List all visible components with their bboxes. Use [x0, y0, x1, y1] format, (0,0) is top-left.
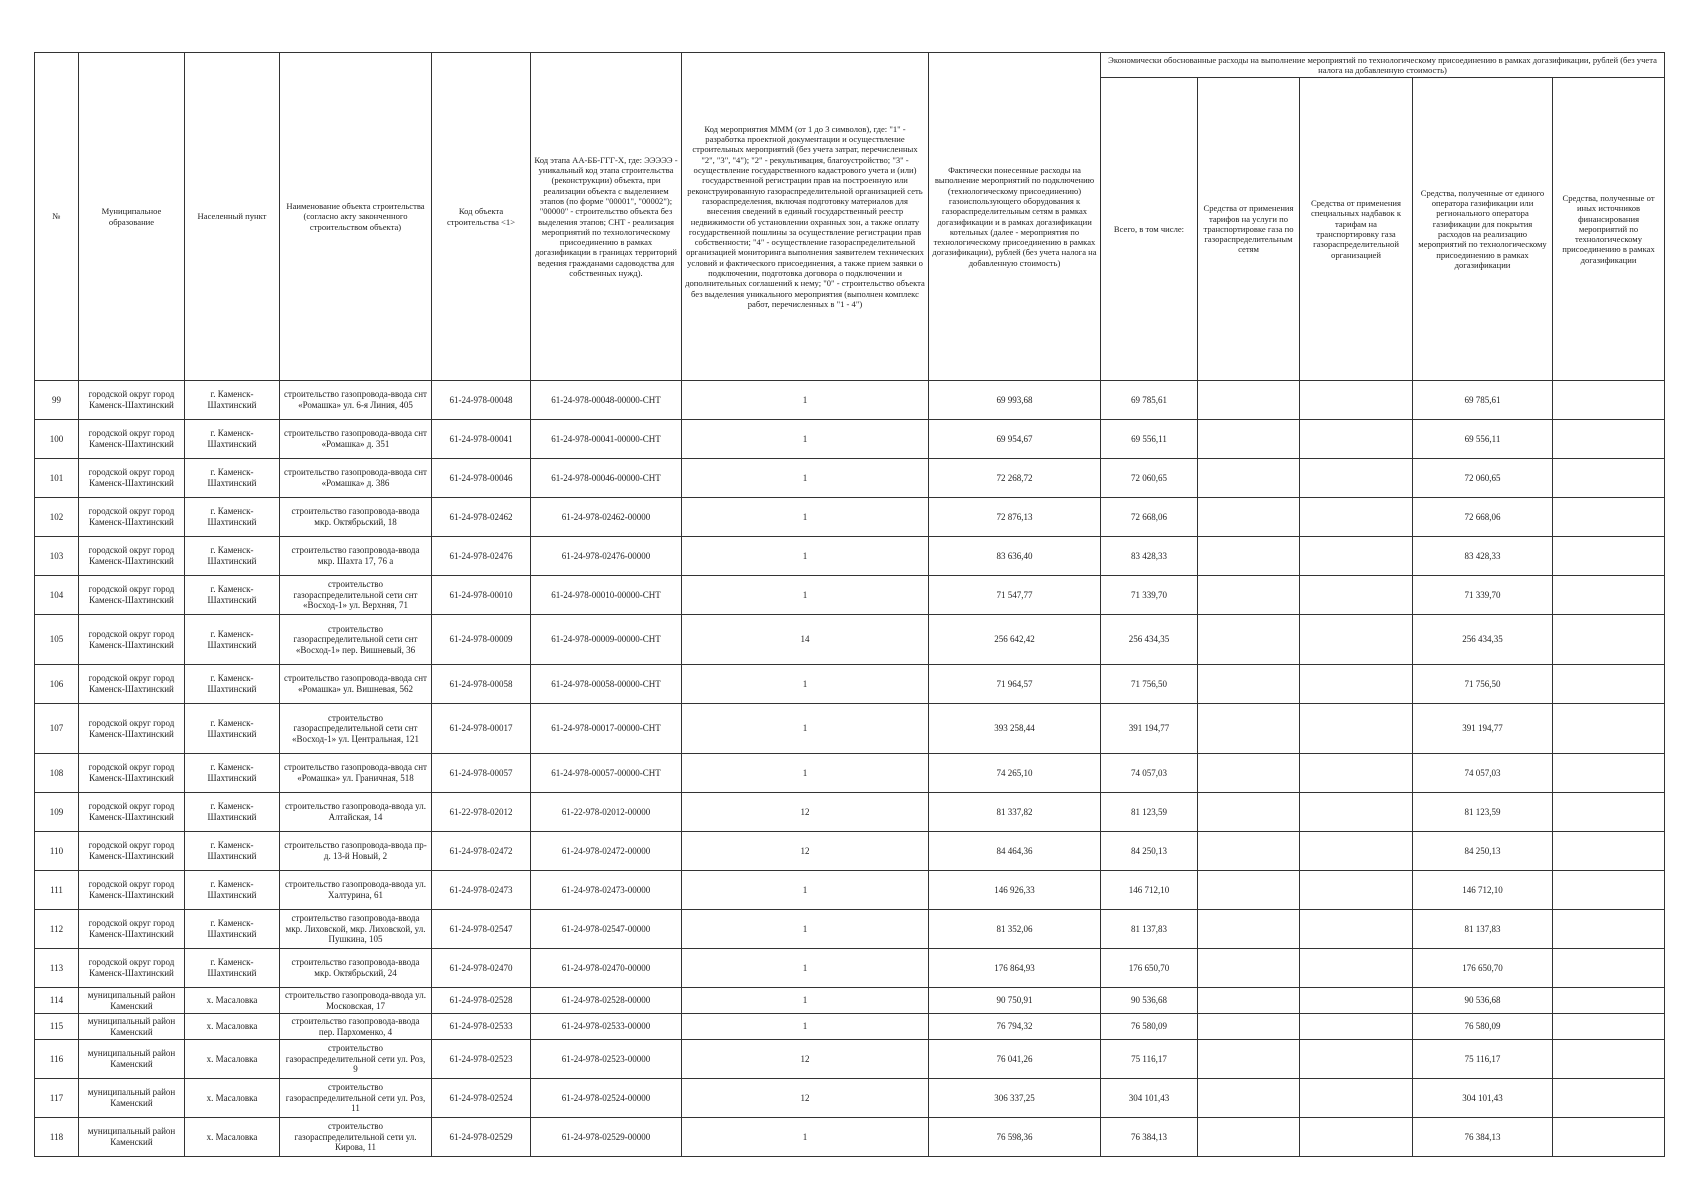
- row-stage-code: 61-24-978-02533-00000: [531, 1014, 682, 1040]
- row-stage-code: 61-24-978-02524-00000: [531, 1079, 682, 1118]
- row-total: 69 785,61: [1101, 381, 1198, 420]
- row-stage-code: 61-24-978-00058-00000-СНТ: [531, 665, 682, 704]
- row-surcharges: [1300, 459, 1413, 498]
- row-actual-costs: 306 337,25: [929, 1079, 1101, 1118]
- row-other-sources: [1553, 665, 1665, 704]
- row-object-code: 61-22-978-02012: [432, 793, 531, 832]
- row-operator-funds: 90 536,68: [1413, 988, 1553, 1014]
- table-row: [35, 576, 1665, 615]
- row-operator-funds: 74 057,03: [1413, 754, 1553, 793]
- row-other-sources: [1553, 537, 1665, 576]
- row-object-name: строительство газопровода-ввода снт «Ромашка» ул. 6-я Линия, 405: [280, 381, 432, 420]
- row-object-name: строительство газопровода-ввода мкр. Октябрьский, 24: [280, 949, 432, 988]
- table-row: [35, 1040, 1665, 1079]
- table-row: [35, 704, 1665, 754]
- row-event-code: 1: [682, 537, 929, 576]
- row-surcharges: [1300, 665, 1413, 704]
- row-tariffs: [1198, 871, 1300, 910]
- row-number: 102: [35, 498, 79, 537]
- row-operator-funds: 76 384,13: [1413, 1118, 1553, 1157]
- row-other-sources: [1553, 381, 1665, 420]
- row-stage-code: 61-24-978-02528-00000: [531, 988, 682, 1014]
- row-stage-code: 61-24-978-02472-00000: [531, 832, 682, 871]
- row-stage-code: 61-24-978-02523-00000: [531, 1040, 682, 1079]
- row-event-code: 14: [682, 615, 929, 665]
- row-object-code: 61-24-978-02476: [432, 537, 531, 576]
- row-tariffs: [1198, 498, 1300, 537]
- row-surcharges: [1300, 537, 1413, 576]
- document-page: [34, 52, 1665, 1157]
- row-municipality: городской округ город Каменск-Шахтинский: [79, 754, 185, 793]
- table-row: [35, 793, 1665, 832]
- row-total: 71 756,50: [1101, 665, 1198, 704]
- row-tariffs: [1198, 381, 1300, 420]
- row-total: 146 712,10: [1101, 871, 1198, 910]
- row-actual-costs: 81 337,82: [929, 793, 1101, 832]
- row-stage-code: 61-24-978-02547-00000: [531, 910, 682, 949]
- row-object-code: 61-24-978-00048: [432, 381, 531, 420]
- row-stage-code: 61-24-978-00046-00000-СНТ: [531, 459, 682, 498]
- row-object-name: строительство газопровода-ввода снт «Ромашка» ул. Граничная, 518: [280, 754, 432, 793]
- row-stage-code: 61-24-978-02476-00000: [531, 537, 682, 576]
- row-other-sources: [1553, 910, 1665, 949]
- row-object-code: 61-24-978-02528: [432, 988, 531, 1014]
- row-number: 99: [35, 381, 79, 420]
- row-surcharges: [1300, 576, 1413, 615]
- row-total: 74 057,03: [1101, 754, 1198, 793]
- table-row: [35, 754, 1665, 793]
- row-other-sources: [1553, 420, 1665, 459]
- row-total: 75 116,17: [1101, 1040, 1198, 1079]
- table-row: [35, 910, 1665, 949]
- row-surcharges: [1300, 832, 1413, 871]
- row-surcharges: [1300, 381, 1413, 420]
- row-object-code: 61-24-978-00058: [432, 665, 531, 704]
- row-municipality: городской округ город Каменск-Шахтинский: [79, 498, 185, 537]
- row-event-code: 1: [682, 420, 929, 459]
- row-number: 118: [35, 1118, 79, 1157]
- row-number: 101: [35, 459, 79, 498]
- row-settlement: г. Каменск-Шахтинский: [185, 381, 280, 420]
- row-other-sources: [1553, 754, 1665, 793]
- row-object-name: строительство газопровода-ввода ул. Алтайская, 14: [280, 793, 432, 832]
- row-other-sources: [1553, 793, 1665, 832]
- row-tariffs: [1198, 576, 1300, 615]
- row-event-code: 1: [682, 949, 929, 988]
- header-settlement: Населенный пункт: [185, 53, 280, 381]
- row-number: 108: [35, 754, 79, 793]
- row-object-code: 61-24-978-00041: [432, 420, 531, 459]
- row-tariffs: [1198, 615, 1300, 665]
- row-other-sources: [1553, 704, 1665, 754]
- row-number: 113: [35, 949, 79, 988]
- row-object-name: строительство газопровода-ввода снт «Ромашка» д. 351: [280, 420, 432, 459]
- row-surcharges: [1300, 498, 1413, 537]
- row-operator-funds: 72 668,06: [1413, 498, 1553, 537]
- row-municipality: городской округ город Каменск-Шахтинский: [79, 910, 185, 949]
- row-total: 256 434,35: [1101, 615, 1198, 665]
- row-object-name: строительство газораспределительной сети снт «Восход-1» пер. Вишневый, 36: [280, 615, 432, 665]
- row-operator-funds: 76 580,09: [1413, 1014, 1553, 1040]
- row-actual-costs: 69 954,67: [929, 420, 1101, 459]
- row-total: 391 194,77: [1101, 704, 1198, 754]
- row-actual-costs: 72 268,72: [929, 459, 1101, 498]
- row-tariffs: [1198, 832, 1300, 871]
- row-other-sources: [1553, 498, 1665, 537]
- row-settlement: г. Каменск-Шахтинский: [185, 615, 280, 665]
- row-municipality: муниципальный район Каменский: [79, 1014, 185, 1040]
- row-number: 104: [35, 576, 79, 615]
- row-number: 107: [35, 704, 79, 754]
- row-other-sources: [1553, 576, 1665, 615]
- row-tariffs: [1198, 1079, 1300, 1118]
- row-operator-funds: 176 650,70: [1413, 949, 1553, 988]
- table-row: [35, 498, 1665, 537]
- row-tariffs: [1198, 988, 1300, 1014]
- row-event-code: 1: [682, 665, 929, 704]
- row-actual-costs: 81 352,06: [929, 910, 1101, 949]
- row-total: 90 536,68: [1101, 988, 1198, 1014]
- row-municipality: городской округ город Каменск-Шахтинский: [79, 793, 185, 832]
- row-number: 117: [35, 1079, 79, 1118]
- row-tariffs: [1198, 910, 1300, 949]
- header-actual-costs: Фактически понесенные расходы на выполнение мероприятий по подключению (технологическому присоединению) газоиспользующего оборудования к газораспределительным сетям в рамках догазификации и в рамках догазификации котельных (далее - мероприятия по технологическому присоединению в рамках догазификации), рублей (без учета налога на добавленную стоимость): [929, 53, 1101, 381]
- row-operator-funds: 69 785,61: [1413, 381, 1553, 420]
- row-tariffs: [1198, 420, 1300, 459]
- row-settlement: г. Каменск-Шахтинский: [185, 498, 280, 537]
- row-settlement: х. Масаловка: [185, 1014, 280, 1040]
- header-object-name: Наименование объекта строительства (согласно акту законченного строительством объекта): [280, 53, 432, 381]
- row-actual-costs: 76 041,26: [929, 1040, 1101, 1079]
- table-row: [35, 949, 1665, 988]
- row-total: 76 384,13: [1101, 1118, 1198, 1157]
- row-settlement: г. Каменск-Шахтинский: [185, 537, 280, 576]
- row-settlement: г. Каменск-Шахтинский: [185, 754, 280, 793]
- row-municipality: городской округ город Каменск-Шахтинский: [79, 459, 185, 498]
- row-event-code: 1: [682, 910, 929, 949]
- row-surcharges: [1300, 420, 1413, 459]
- row-surcharges: [1300, 1079, 1413, 1118]
- row-stage-code: 61-24-978-02473-00000: [531, 871, 682, 910]
- row-total: 76 580,09: [1101, 1014, 1198, 1040]
- row-object-name: строительство газопровода-ввода пр-д. 13-й Новый, 2: [280, 832, 432, 871]
- row-municipality: городской округ город Каменск-Шахтинский: [79, 665, 185, 704]
- row-other-sources: [1553, 832, 1665, 871]
- table-row: [35, 871, 1665, 910]
- row-other-sources: [1553, 871, 1665, 910]
- row-operator-funds: 81 137,83: [1413, 910, 1553, 949]
- row-total: 81 137,83: [1101, 910, 1198, 949]
- header-total: Всего, в том числе:: [1101, 78, 1198, 381]
- row-surcharges: [1300, 615, 1413, 665]
- row-number: 109: [35, 793, 79, 832]
- row-other-sources: [1553, 988, 1665, 1014]
- row-operator-funds: 146 712,10: [1413, 871, 1553, 910]
- row-object-code: 61-24-978-00010: [432, 576, 531, 615]
- row-municipality: городской округ город Каменск-Шахтинский: [79, 871, 185, 910]
- row-actual-costs: 84 464,36: [929, 832, 1101, 871]
- row-object-code: 61-24-978-02472: [432, 832, 531, 871]
- row-number: 106: [35, 665, 79, 704]
- row-surcharges: [1300, 988, 1413, 1014]
- row-operator-funds: 391 194,77: [1413, 704, 1553, 754]
- row-number: 110: [35, 832, 79, 871]
- row-operator-funds: 71 756,50: [1413, 665, 1553, 704]
- row-tariffs: [1198, 1040, 1300, 1079]
- row-tariffs: [1198, 949, 1300, 988]
- header-other-sources: Средства, полученные от иных источников финансирования мероприятий по технологическому присоединению в рамках догазификации: [1553, 78, 1665, 381]
- header-tariffs: Средства от применения тарифов на услуги по транспортировке газа по газораспределительным сетям: [1198, 78, 1300, 381]
- row-actual-costs: 393 258,44: [929, 704, 1101, 754]
- row-event-code: 1: [682, 1014, 929, 1040]
- row-settlement: х. Масаловка: [185, 1118, 280, 1157]
- row-settlement: г. Каменск-Шахтинский: [185, 665, 280, 704]
- row-stage-code: 61-24-978-00010-00000-СНТ: [531, 576, 682, 615]
- row-object-name: строительство газопровода-ввода ул. Московская, 17: [280, 988, 432, 1014]
- row-other-sources: [1553, 1040, 1665, 1079]
- row-event-code: 12: [682, 1040, 929, 1079]
- row-total: 304 101,43: [1101, 1079, 1198, 1118]
- row-settlement: х. Масаловка: [185, 1040, 280, 1079]
- row-municipality: городской округ город Каменск-Шахтинский: [79, 576, 185, 615]
- row-tariffs: [1198, 459, 1300, 498]
- row-object-code: 61-24-978-02524: [432, 1079, 531, 1118]
- row-surcharges: [1300, 1118, 1413, 1157]
- row-municipality: муниципальный район Каменский: [79, 988, 185, 1014]
- row-municipality: городской округ город Каменск-Шахтинский: [79, 949, 185, 988]
- row-surcharges: [1300, 871, 1413, 910]
- row-tariffs: [1198, 1014, 1300, 1040]
- row-event-code: 1: [682, 988, 929, 1014]
- row-operator-funds: 304 101,43: [1413, 1079, 1553, 1118]
- row-surcharges: [1300, 910, 1413, 949]
- row-actual-costs: 76 794,32: [929, 1014, 1101, 1040]
- row-total: 176 650,70: [1101, 949, 1198, 988]
- header-operator-funds: Средства, полученные от единого оператора газификации или регионального оператора газификации для покрытия расходов на реализацию мероприятий по технологическому присоединению в рамках догазификации: [1413, 78, 1553, 381]
- row-tariffs: [1198, 754, 1300, 793]
- row-settlement: г. Каменск-Шахтинский: [185, 793, 280, 832]
- row-tariffs: [1198, 1118, 1300, 1157]
- row-event-code: 1: [682, 1118, 929, 1157]
- row-object-name: строительство газораспределительной сети снт «Восход-1» ул. Верхняя, 71: [280, 576, 432, 615]
- header-economic-group: Экономически обоснованные расходы на выполнение мероприятий по технологическому присоединению в рамках догазификации, рублей (без учета налога на добавленную стоимость): [1101, 53, 1665, 78]
- row-operator-funds: 71 339,70: [1413, 576, 1553, 615]
- row-surcharges: [1300, 1014, 1413, 1040]
- row-surcharges: [1300, 949, 1413, 988]
- row-operator-funds: 256 434,35: [1413, 615, 1553, 665]
- table-row: [35, 537, 1665, 576]
- row-event-code: 12: [682, 793, 929, 832]
- row-actual-costs: 83 636,40: [929, 537, 1101, 576]
- row-object-name: строительство газопровода-ввода мкр. Лиховской, мкр. Лиховской, ул. Пушкина, 105: [280, 910, 432, 949]
- row-municipality: муниципальный район Каменский: [79, 1040, 185, 1079]
- table-row: [35, 1014, 1665, 1040]
- row-object-code: 61-24-978-02533: [432, 1014, 531, 1040]
- table-body: [35, 381, 1665, 1157]
- row-object-code: 61-24-978-02473: [432, 871, 531, 910]
- row-number: 111: [35, 871, 79, 910]
- row-stage-code: 61-24-978-00057-00000-СНТ: [531, 754, 682, 793]
- row-stage-code: 61-24-978-02470-00000: [531, 949, 682, 988]
- row-operator-funds: 75 116,17: [1413, 1040, 1553, 1079]
- row-number: 114: [35, 988, 79, 1014]
- row-object-code: 61-24-978-00057: [432, 754, 531, 793]
- row-total: 69 556,11: [1101, 420, 1198, 459]
- row-event-code: 1: [682, 871, 929, 910]
- row-total: 81 123,59: [1101, 793, 1198, 832]
- row-stage-code: 61-24-978-00017-00000-СНТ: [531, 704, 682, 754]
- row-object-name: строительство газопровода-ввода снт «Ромашка» д. 386: [280, 459, 432, 498]
- row-surcharges: [1300, 754, 1413, 793]
- row-actual-costs: 71 547,77: [929, 576, 1101, 615]
- row-total: 72 060,65: [1101, 459, 1198, 498]
- row-object-code: 61-24-978-00009: [432, 615, 531, 665]
- row-object-name: строительство газораспределительной сети ул. Кирова, 11: [280, 1118, 432, 1157]
- row-operator-funds: 83 428,33: [1413, 537, 1553, 576]
- row-object-name: строительство газораспределительной сети снт «Восход-1» ул. Центральная, 121: [280, 704, 432, 754]
- row-stage-code: 61-24-978-00048-00000-СНТ: [531, 381, 682, 420]
- row-other-sources: [1553, 1014, 1665, 1040]
- row-settlement: г. Каменск-Шахтинский: [185, 420, 280, 459]
- row-object-name: строительство газопровода-ввода снт «Ромашка» ул. Вишневая, 562: [280, 665, 432, 704]
- row-municipality: городской округ город Каменск-Шахтинский: [79, 420, 185, 459]
- row-tariffs: [1198, 537, 1300, 576]
- row-number: 116: [35, 1040, 79, 1079]
- table-row: [35, 832, 1665, 871]
- row-settlement: х. Масаловка: [185, 1079, 280, 1118]
- row-object-code: 61-24-978-00046: [432, 459, 531, 498]
- row-object-code: 61-24-978-02462: [432, 498, 531, 537]
- row-object-code: 61-24-978-02470: [432, 949, 531, 988]
- table-row: [35, 1079, 1665, 1118]
- row-actual-costs: 256 642,42: [929, 615, 1101, 665]
- row-object-code: 61-24-978-02523: [432, 1040, 531, 1079]
- row-other-sources: [1553, 1118, 1665, 1157]
- row-actual-costs: 69 993,68: [929, 381, 1101, 420]
- row-actual-costs: 71 964,57: [929, 665, 1101, 704]
- row-event-code: 12: [682, 1079, 929, 1118]
- table-row: [35, 459, 1665, 498]
- table-row: [35, 615, 1665, 665]
- row-tariffs: [1198, 665, 1300, 704]
- row-actual-costs: 74 265,10: [929, 754, 1101, 793]
- row-operator-funds: 69 556,11: [1413, 420, 1553, 459]
- row-total: 84 250,13: [1101, 832, 1198, 871]
- header-stage-code: Код этапа АА-ББ-ГГГ-Х, где: ЭЭЭЭЭ - уникальный код этапа строительства (реконструкции) объекта, при реализации объекта с выделением этапов (по форме "00001", "00002"); "00000" - строительство объекта без выделения этапов; СНТ - реализация мероприятий по технологическому присоединению в рамках догазификации в границах территорий ведения гражданами садоводства для собственных нужд).: [531, 53, 682, 381]
- row-tariffs: [1198, 793, 1300, 832]
- header-surcharges: Средства от применения специальных надбавок к тарифам на транспортировку газа газораспределительной организацией: [1300, 78, 1413, 381]
- row-event-code: 1: [682, 704, 929, 754]
- row-number: 112: [35, 910, 79, 949]
- row-other-sources: [1553, 615, 1665, 665]
- row-object-name: строительство газопровода-ввода пер. Пархоменко, 4: [280, 1014, 432, 1040]
- row-operator-funds: 84 250,13: [1413, 832, 1553, 871]
- row-municipality: городской округ город Каменск-Шахтинский: [79, 537, 185, 576]
- row-settlement: г. Каменск-Шахтинский: [185, 910, 280, 949]
- row-stage-code: 61-24-978-02529-00000: [531, 1118, 682, 1157]
- row-object-name: строительство газопровода-ввода мкр. Октябрьский, 18: [280, 498, 432, 537]
- row-operator-funds: 72 060,65: [1413, 459, 1553, 498]
- table-row: [35, 381, 1665, 420]
- header-object-code: Код объекта строительства <1>: [432, 53, 531, 381]
- header-event-code: Код мероприятия МММ (от 1 до 3 символов), где: "1" - разработка проектной документации и осуществление строительных мероприятий (без учета затрат, перечисленных "2", "3", "4"); "2" - рекультивация, благоустройство; "3" - осуществление государственного кадастрового учета и (или) государственной регистрации прав на построенную или реконструированную газораспределительной организацией сеть газораспределения, включая подготовку материалов для внесения сведений в единый государственный реестр недвижимости об установлении охранных зон, а также оплату государственной пошлины за осуществление регистрации прав собственности; "4" - осуществление газораспределительной организацией мониторинга выполнения заявителем технических условий и фактического присоединения, а также прием заявки о подключении, подготовка договора о подключении и дополнительных соглашений к нему; "0" - строительство объекта без выделения уникального мероприятия (выполнен комплекс работ, перечисленных в "1 - 4"): [682, 53, 929, 381]
- row-stage-code: 61-24-978-00041-00000-СНТ: [531, 420, 682, 459]
- table-row: [35, 988, 1665, 1014]
- row-tariffs: [1198, 704, 1300, 754]
- row-number: 103: [35, 537, 79, 576]
- row-total: 83 428,33: [1101, 537, 1198, 576]
- row-event-code: 1: [682, 498, 929, 537]
- row-object-code: 61-24-978-00017: [432, 704, 531, 754]
- row-object-code: 61-24-978-02547: [432, 910, 531, 949]
- row-stage-code: 61-22-978-02012-00000: [531, 793, 682, 832]
- header-no: №: [35, 53, 79, 381]
- row-event-code: 1: [682, 459, 929, 498]
- row-surcharges: [1300, 1040, 1413, 1079]
- row-object-name: строительство газопровода-ввода ул. Халтурина, 61: [280, 871, 432, 910]
- row-event-code: 12: [682, 832, 929, 871]
- row-actual-costs: 176 864,93: [929, 949, 1101, 988]
- row-settlement: г. Каменск-Шахтинский: [185, 704, 280, 754]
- gasification-costs-table: [34, 52, 1665, 1157]
- row-actual-costs: 72 876,13: [929, 498, 1101, 537]
- row-actual-costs: 146 926,33: [929, 871, 1101, 910]
- row-event-code: 1: [682, 381, 929, 420]
- row-settlement: х. Масаловка: [185, 988, 280, 1014]
- row-settlement: г. Каменск-Шахтинский: [185, 576, 280, 615]
- row-number: 105: [35, 615, 79, 665]
- row-settlement: г. Каменск-Шахтинский: [185, 459, 280, 498]
- row-municipality: городской округ город Каменск-Шахтинский: [79, 615, 185, 665]
- row-municipality: муниципальный район Каменский: [79, 1079, 185, 1118]
- row-municipality: городской округ город Каменск-Шахтинский: [79, 704, 185, 754]
- row-object-name: строительство газораспределительной сети ул. Роз, 11: [280, 1079, 432, 1118]
- row-surcharges: [1300, 704, 1413, 754]
- row-event-code: 1: [682, 576, 929, 615]
- row-other-sources: [1553, 949, 1665, 988]
- row-settlement: г. Каменск-Шахтинский: [185, 832, 280, 871]
- row-actual-costs: 76 598,36: [929, 1118, 1101, 1157]
- row-stage-code: 61-24-978-02462-00000: [531, 498, 682, 537]
- row-municipality: муниципальный район Каменский: [79, 1118, 185, 1157]
- row-total: 71 339,70: [1101, 576, 1198, 615]
- row-settlement: г. Каменск-Шахтинский: [185, 871, 280, 910]
- table-row: [35, 1118, 1665, 1157]
- row-total: 72 668,06: [1101, 498, 1198, 537]
- table-row: [35, 420, 1665, 459]
- row-settlement: г. Каменск-Шахтинский: [185, 949, 280, 988]
- row-object-code: 61-24-978-02529: [432, 1118, 531, 1157]
- row-number: 115: [35, 1014, 79, 1040]
- row-surcharges: [1300, 793, 1413, 832]
- table-row: [35, 665, 1665, 704]
- row-number: 100: [35, 420, 79, 459]
- row-operator-funds: 81 123,59: [1413, 793, 1553, 832]
- row-other-sources: [1553, 1079, 1665, 1118]
- row-other-sources: [1553, 459, 1665, 498]
- row-municipality: городской округ город Каменск-Шахтинский: [79, 381, 185, 420]
- row-object-name: строительство газопровода-ввода мкр. Шахта 17, 76 а: [280, 537, 432, 576]
- row-stage-code: 61-24-978-00009-00000-СНТ: [531, 615, 682, 665]
- row-actual-costs: 90 750,91: [929, 988, 1101, 1014]
- header-municipality: Муниципальное образование: [79, 53, 185, 381]
- row-event-code: 1: [682, 754, 929, 793]
- row-object-name: строительство газораспределительной сети ул. Роз, 9: [280, 1040, 432, 1079]
- row-municipality: городской округ город Каменск-Шахтинский: [79, 832, 185, 871]
